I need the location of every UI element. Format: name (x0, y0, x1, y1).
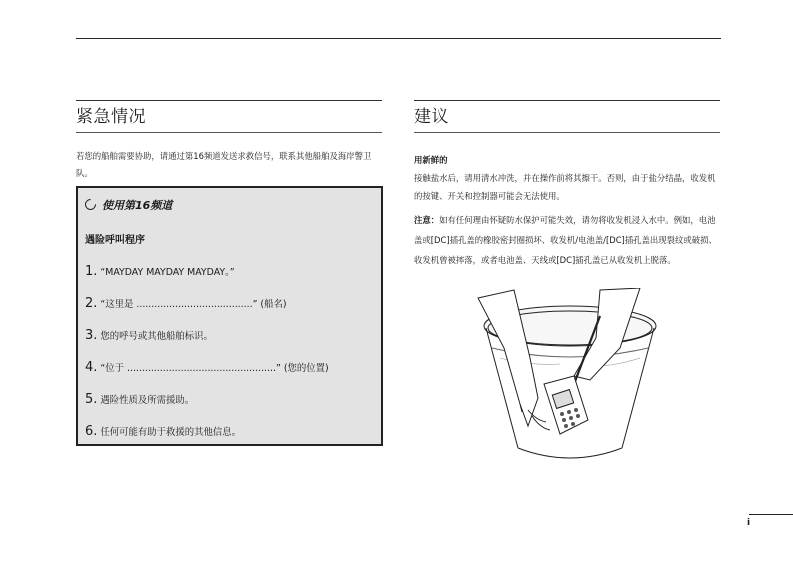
section-rule (76, 132, 382, 133)
advice-subhead: 用新鲜的 (414, 155, 448, 165)
circle-bullet-icon (83, 197, 99, 213)
box-heading-text: 使用第16频道 (102, 199, 173, 212)
step-4: 4. “位于 ..................................................” (您的位置) (85, 360, 329, 375)
box-subheading: 遇险呼叫程序 (85, 235, 145, 246)
note-text: 如有任何理由怀疑防水保护可能失效，请勿将收发机浸入水中。例如，电池盖或[DC]插孔盖的橡胶密封圈损坏、收发机/电池盖/[DC]插孔盖出现裂纹或破损、收发机曾被摔落，或者电池盖、天线或[DC]插孔盖已从收发机上脱落。 (414, 215, 717, 265)
step-2: 2. “这里是 .......................................” (船名) (85, 296, 287, 311)
step-1: 1. “MAYDAY MAYDAY MAYDAY。” (85, 264, 235, 279)
section-rule (76, 100, 382, 101)
emergency-title: 紧急情况 (76, 107, 146, 127)
advice-note (414, 210, 720, 270)
section-rule (414, 100, 720, 101)
step-6: 6. 任何可能有助于救援的其他信息。 (85, 424, 242, 439)
step-3: 3. 您的呼号或其他船舶标识。 (85, 328, 213, 343)
emergency-intro: 若您的船舶需要协助，请通过第16频道发送求救信号，联系其他船舶及海岸警卫队。 (76, 151, 372, 178)
note-label: 注意： (414, 215, 440, 225)
distress-procedure-box (76, 186, 383, 446)
top-rule (76, 38, 721, 39)
section-rule (414, 132, 720, 133)
page-number: i (747, 518, 751, 528)
advice-section (414, 100, 720, 270)
bucket-washing-illustration (470, 288, 670, 468)
advice-paragraph: 接触盐水后，请用清水冲洗，并在操作前将其擦干。否则，由于盐分结晶，收发机的按键、开关和控制器可能会无法使用。 (414, 173, 716, 201)
box-heading (85, 197, 172, 213)
advice-title: 建议 (414, 107, 449, 127)
page-rule (749, 514, 793, 515)
emergency-section (76, 100, 382, 182)
step-5: 5. 遇险性质及所需援助。 (85, 392, 195, 407)
